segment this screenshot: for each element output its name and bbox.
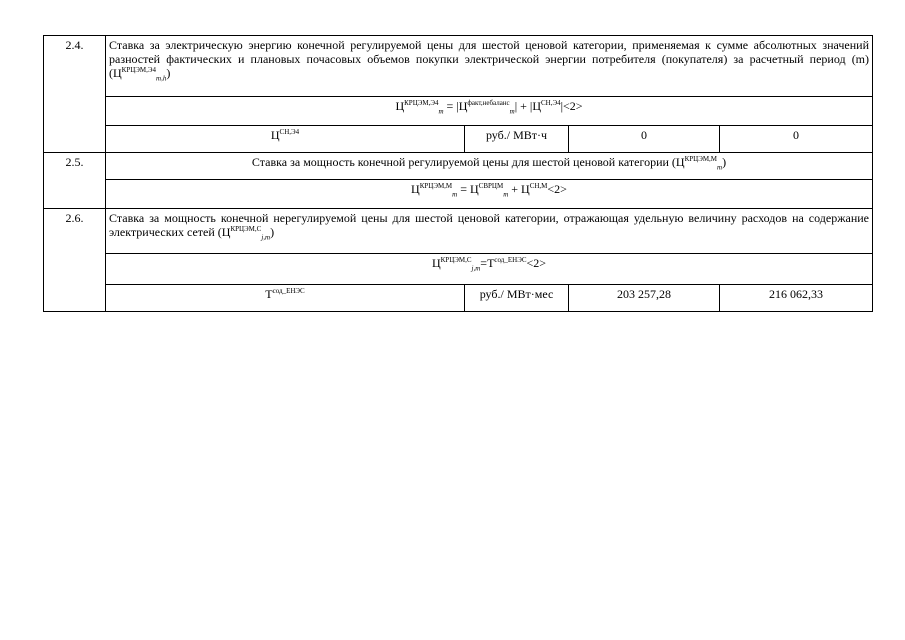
- formula-term: T: [487, 256, 495, 270]
- row-number: 2.6.: [44, 209, 106, 312]
- param-row-2-6: [44, 285, 873, 312]
- formula: [106, 180, 873, 209]
- formula-lhs: Ц: [431, 256, 441, 270]
- param-unit: руб./ МВт·ч: [465, 126, 569, 153]
- formula-tail: <2>: [547, 182, 567, 196]
- row-2-6: [44, 209, 873, 254]
- symbol-char: Ц: [113, 66, 122, 80]
- param-symbol: [106, 126, 465, 153]
- formula-operator: =: [457, 182, 470, 196]
- symbol-sub: m,h: [156, 74, 167, 83]
- formula-row-2-4: [44, 97, 873, 126]
- formula-lhs-sup: КРЦЭМ,Э4: [404, 99, 439, 107]
- symbol-sup: КРЦЭМ,М: [684, 155, 718, 163]
- param-value-2: 0: [720, 126, 873, 153]
- symbol-sup: КРЦЭМ,Э4: [121, 66, 157, 74]
- symbol-sub: m: [717, 163, 723, 172]
- row-2-4: [44, 36, 873, 97]
- description-tail: ): [270, 225, 275, 239]
- description-symbol: [675, 155, 723, 172]
- param-symbol-sup: СН,Э4: [279, 128, 300, 136]
- formula-term-sub: m: [503, 190, 509, 199]
- param-value-2: 216 062,33: [720, 285, 873, 312]
- formula-term: Ц: [458, 99, 468, 113]
- tariff-table: [43, 35, 873, 312]
- symbol-char: Ц: [221, 225, 231, 239]
- description-symbol: [221, 225, 271, 242]
- formula-lhs: Ц: [411, 182, 420, 196]
- formula-lhs-sub: m: [452, 190, 458, 199]
- symbol-sup: КРЦЭМ,С: [230, 225, 262, 233]
- formula-row-2-5: [44, 180, 873, 209]
- formula-term-sup: СВРЦМ: [478, 182, 504, 190]
- description-text: Ставка за мощность конечной регулируемой цены для шестой ценовой категории (: [251, 155, 676, 169]
- row-number: 2.5.: [44, 153, 106, 209]
- formula-operator: =: [480, 256, 488, 270]
- row-description: [106, 36, 873, 97]
- param-symbol-char: T: [265, 287, 273, 301]
- symbol-sub: j,m: [261, 233, 271, 242]
- formula-term: Ц: [532, 99, 541, 113]
- description-tail: ): [722, 155, 727, 169]
- description-text: Ставка за мощность конечной нерегулируемой цены для шестой ценовой категории, отражающая удельную величину расходов на содержание электрических сетей (: [109, 211, 870, 239]
- formula-term-sub: m: [509, 107, 515, 116]
- formula: [106, 97, 873, 126]
- row-2-5: [44, 153, 873, 180]
- row-description: [106, 209, 873, 254]
- param-row-2-4: [44, 126, 873, 153]
- param-symbol: [106, 285, 465, 312]
- formula-operator: +: [508, 182, 522, 196]
- formula-term-sup: сод_ЕНЭС: [494, 256, 527, 264]
- row-number: 2.4.: [44, 36, 106, 153]
- formula-lhs-sup: КРЦЭМ,С: [440, 256, 472, 264]
- formula-tail: <2>: [526, 256, 547, 270]
- description-tail: ): [166, 66, 171, 80]
- param-symbol-char: Ц: [270, 128, 280, 142]
- formula-tail: |<2>: [560, 99, 583, 113]
- description-symbol: [113, 66, 167, 83]
- formula-lhs: Ц: [395, 99, 405, 113]
- formula-term-sup: СН,Э4: [540, 99, 561, 107]
- formula-lhs-sub: j,m: [471, 264, 481, 273]
- formula-term-sup: СН,М: [529, 182, 548, 190]
- description-text: Ставка за электрическую энергию конечной регулируемой цены для шестой ценовой категории, применяемая к сумме абсолютных значений разностей фактических и плановых почасовых объемов покупки электрической энергии потребителя (покупателя) за расчетный период (m) (: [109, 38, 870, 80]
- formula-lhs-sup: КРЦЭМ,М: [419, 182, 453, 190]
- formula-operator: = |: [443, 99, 459, 113]
- param-value-1: 203 257,28: [569, 285, 720, 312]
- param-unit: руб./ МВт·мес: [465, 285, 569, 312]
- formula-row-2-6: [44, 254, 873, 285]
- formula-operator: | + |: [514, 99, 533, 113]
- row-description: [106, 153, 873, 180]
- param-symbol-sup: сод_ЕНЭС: [272, 287, 305, 295]
- formula-term: Ц: [470, 182, 479, 196]
- formula-term: Ц: [521, 182, 530, 196]
- param-value-1: 0: [569, 126, 720, 153]
- formula-lhs-sub: m: [438, 107, 444, 116]
- formula: [106, 254, 873, 285]
- symbol-char: Ц: [675, 155, 685, 169]
- formula-term-sup: факт,небаланс: [467, 99, 510, 107]
